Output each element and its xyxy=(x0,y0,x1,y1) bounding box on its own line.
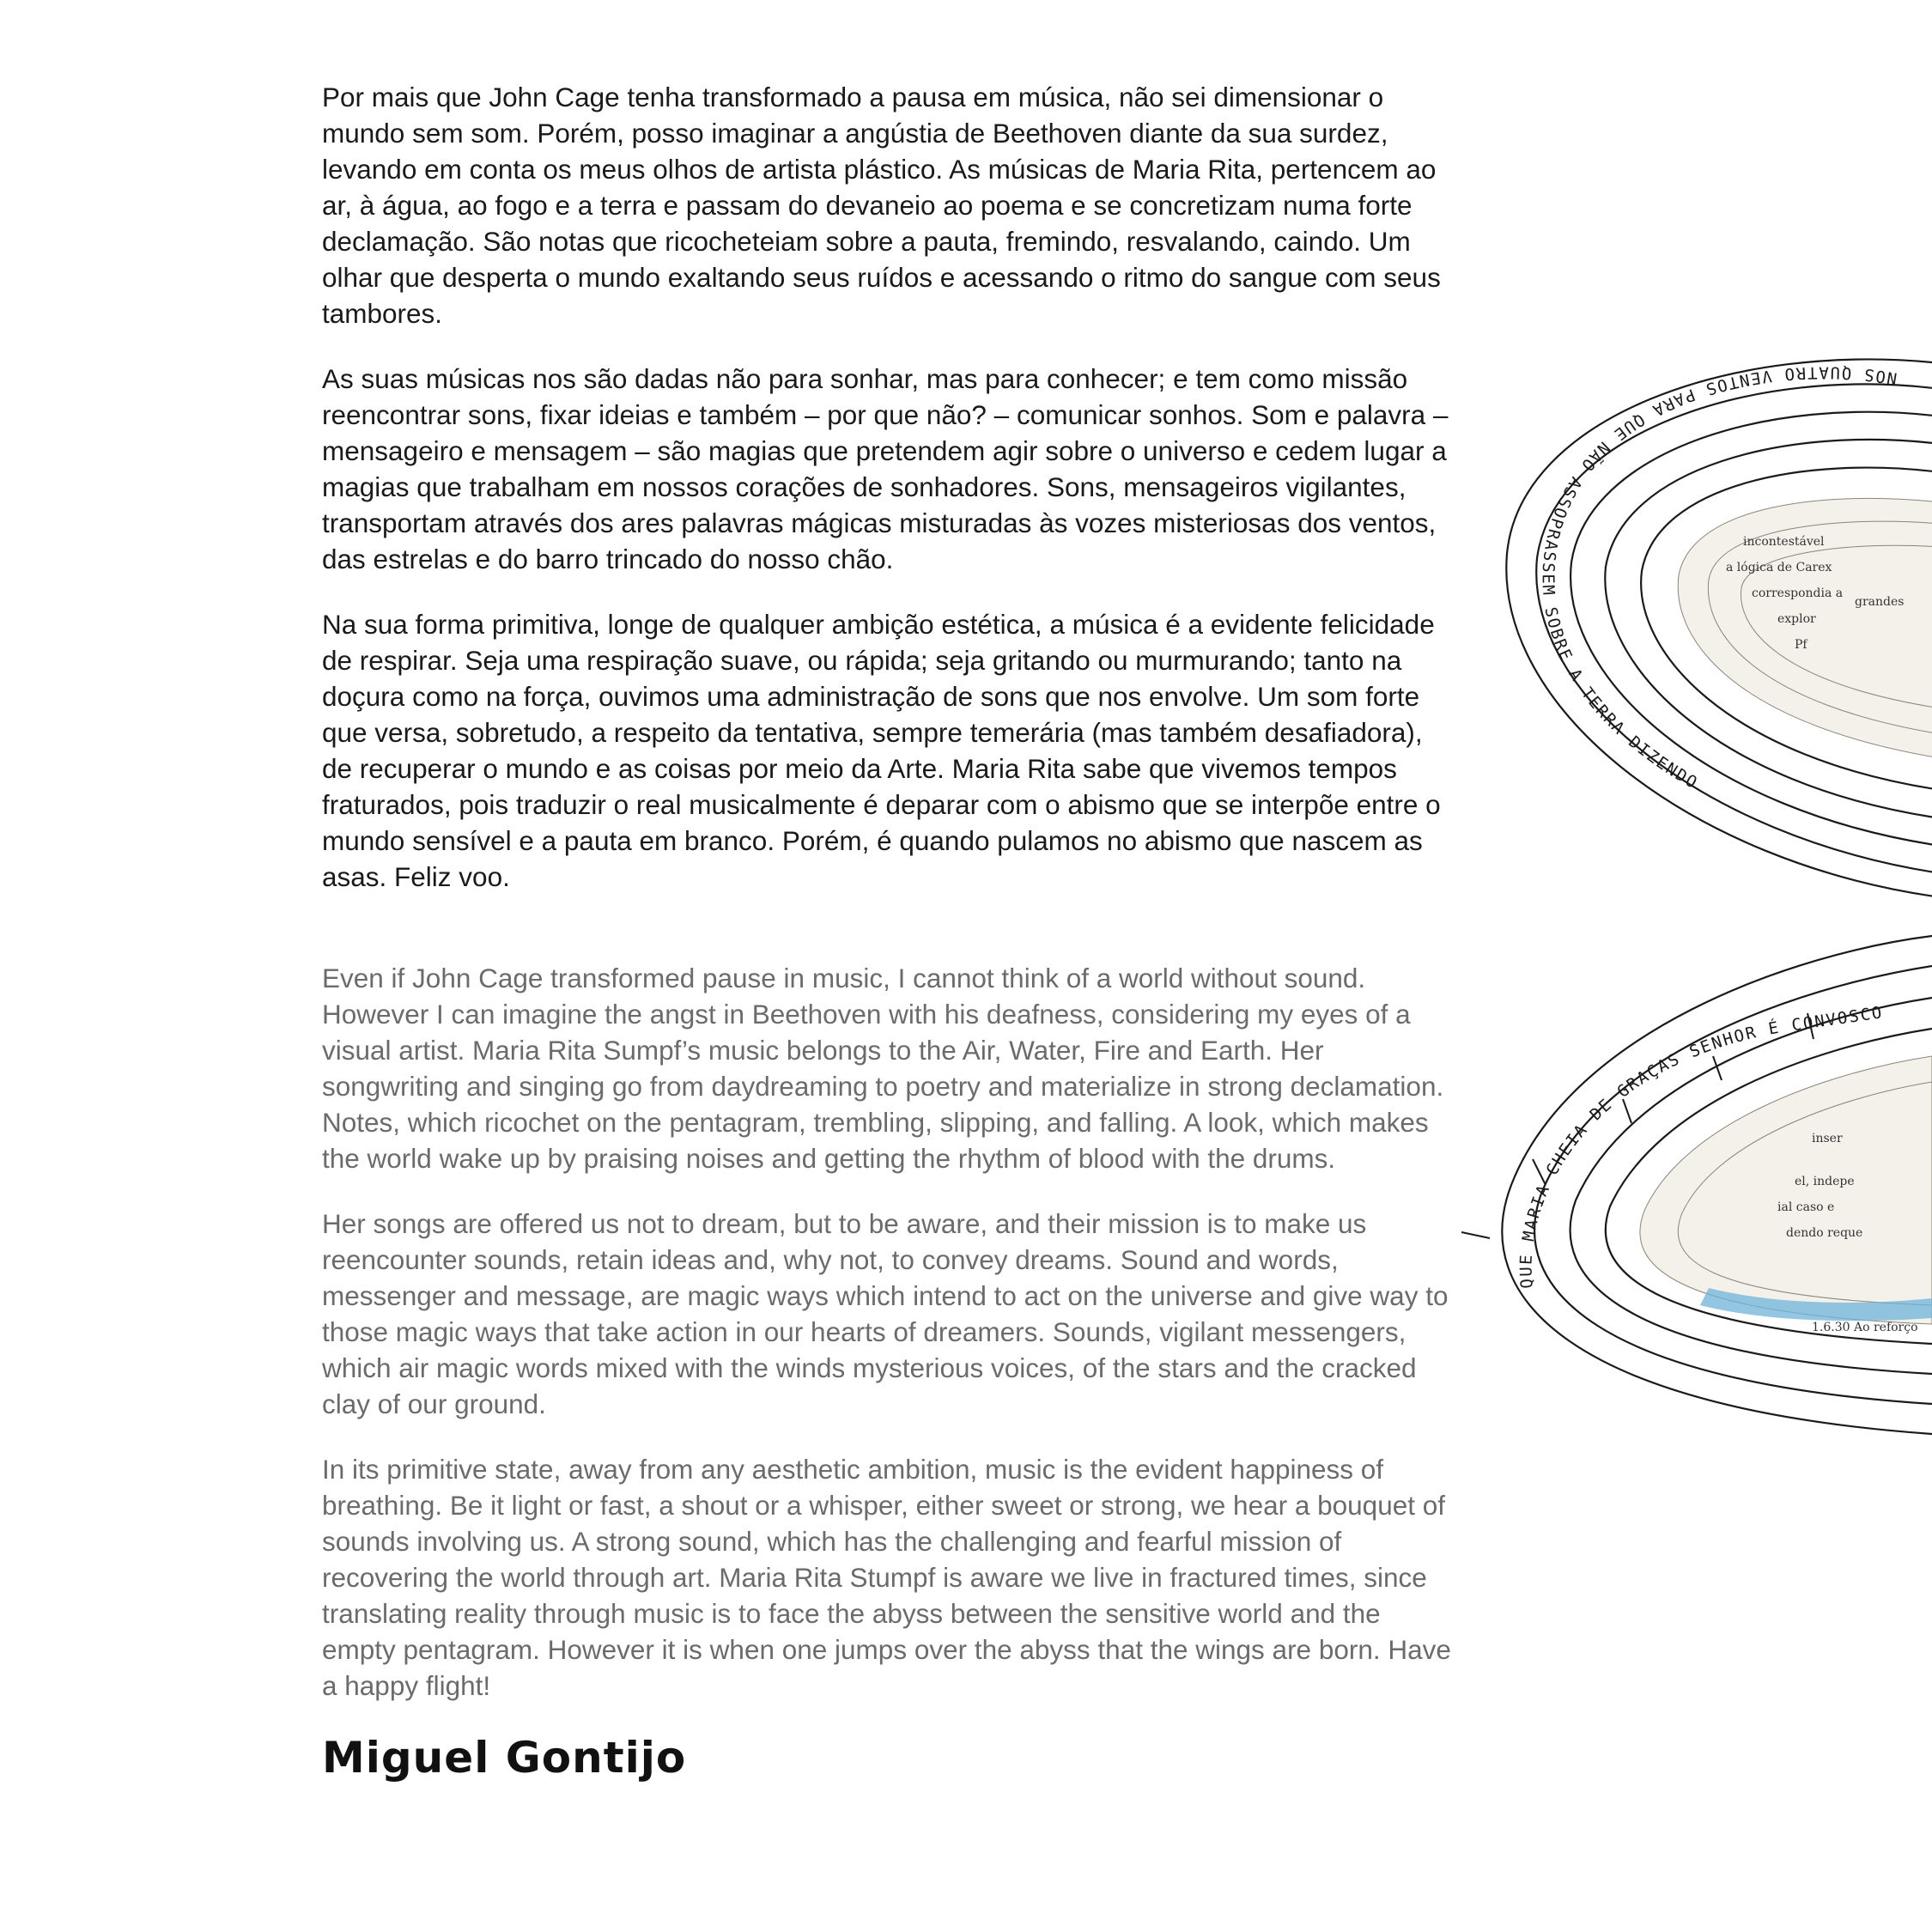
svg-text:ial caso e: ial caso e xyxy=(1777,1200,1835,1214)
pt-paragraph-1: Por mais que John Cage tenha transformado a pausa em música, não sei dimensionar o mundo sem som. Porém, posso imaginar a angústia de Beethoven diante da sua surdez, levando em conta os meus olhos de artista plástico. As músicas de Maria Rita, pertencem ao ar, à água, ao fogo e a terra e passam do devaneio ao poema e se concretizam numa forte declamação. São notas que ricocheteiam sobre a pauta, fremindo, resvalando, caindo. Um olhar que desperta o mundo exaltando seus ruídos e acessando o ritmo do sangue com seus tambores. xyxy=(322,82,1441,329)
svg-text:a lógica de Carex: a lógica de Carex xyxy=(1726,561,1832,574)
svg-text:NOS QUATRO VENTOS PARA QUE NÃO: NOS QUATRO VENTOS PARA QUE NÃO ASSOPRASSEM SOBRE A TERRA DIZENDO xyxy=(1538,362,1899,793)
portuguese-section xyxy=(322,79,1455,895)
svg-text:Pf: Pf xyxy=(1795,638,1807,652)
pt-paragraph-3: Na sua forma primitiva, longe de qualquer ambição estética, a música é a evidente felicidade de respirar. Seja uma respiração suave, ou rápida; seja gritando ou murmurando; tanto na doçura como na força, ouvimos uma administração de sons que nos envolve. Um som forte que versa, sobretudo, a respeito da tentativa, sempre temerária (mas também desafiadora), de recuperar o mundo e as coisas por meio da Arte. Maria Rita sabe que vivemos tempos fraturados, pois traduzir o real musicalmente é deparar com o abismo que se interpõe entre o mundo sensível e a pauta em branco. Porém, é quando pulamos no abismo que nascem as asas. Feliz voo. xyxy=(322,609,1441,892)
carved-book-spiral-illustration xyxy=(1451,927,1932,1460)
author-signature: Miguel Gontijo xyxy=(322,1733,687,1783)
en-paragraph-1: Even if John Cage transformed pause in music, I cannot think of a world without sound. However I can imagine the angst in Beethoven with his deafness, considering my eyes of a visual artist. Maria Rita Sumpf’s music belongs to the Air, Water, Fire and Earth. Her songwriting and singing go from daydreaming to poetry and materialize in strong declamation. Notes, which ricochet on the pentagram, trembling, slipping, and falling. A look, which makes the world wake up by praising noises and getting the rhythm of blood with the drums. xyxy=(322,963,1444,1174)
artwork-top-illustration xyxy=(1494,348,1932,897)
english-section xyxy=(322,960,1455,1704)
svg-text:grandes: grandes xyxy=(1855,595,1905,609)
essay-column xyxy=(322,79,1455,1783)
artwork-bottom-illustration xyxy=(1451,927,1932,1460)
svg-text:QUE MARIA CHEIA DE GRAÇAS SENH: QUE MARIA CHEIA DE GRAÇAS SENHOR É CONVOSCO xyxy=(1516,1003,1885,1290)
en-paragraph-2: Her songs are offered us not to dream, but to be aware, and their mission is to make us reencounter sounds, retain ideas and, why not, to convey dreams. Sound and words, messenger and message, are magic ways which intend to act on the universe and give way to those magic ways that take action in our hearts of dreamers. Sounds, vigilant messengers, which air magic words mixed with the winds mysterious voices, of the stars and the cracked clay of our ground. xyxy=(322,1208,1449,1419)
svg-text:el, indepe: el, indepe xyxy=(1795,1175,1855,1188)
svg-text:incontestável: incontestável xyxy=(1743,535,1825,549)
svg-text:correspondia a: correspondia a xyxy=(1752,586,1844,600)
svg-text:1.6.30 Ao reforço: 1.6.30 Ao reforço xyxy=(1812,1321,1918,1334)
svg-text:inser: inser xyxy=(1812,1132,1843,1145)
svg-text:dendo reque: dendo reque xyxy=(1786,1226,1863,1240)
pt-paragraph-2: As suas músicas nos são dadas não para sonhar, mas para conhecer; e tem como missão reencontrar sons, fixar ideias e também – por que não? – comunicar sonhos. Som e palavra – mensageiro e mensagem – são magias que pretendem agir sobre o universo e cedem lugar a magias que trabalham em nossos corações de sonhadores. Sons, mensageiros vigilantes, transportam através dos ares palavras mágicas misturadas às vozes misteriosas dos ventos, das estrelas e do barro trincado do nosso chão. xyxy=(322,363,1449,574)
svg-text:explor: explor xyxy=(1777,612,1816,626)
en-paragraph-3: In its primitive state, away from any aesthetic ambition, music is the evident happiness of breathing. Be it light or fast, a shout or a whisper, either sweet or strong, we hear a bouquet of sounds involving us. A strong sound, which has the challenging and fearful mission of recovering the world through art. Maria Rita Stumpf is aware we live in fractured times, since translating reality through music is to face the abyss between the sensitive world and the empty pentagram. However it is when one jumps over the abyss that the wings are born. Have a happy flight! xyxy=(322,1454,1451,1701)
carved-book-ring-illustration xyxy=(1494,348,1932,897)
